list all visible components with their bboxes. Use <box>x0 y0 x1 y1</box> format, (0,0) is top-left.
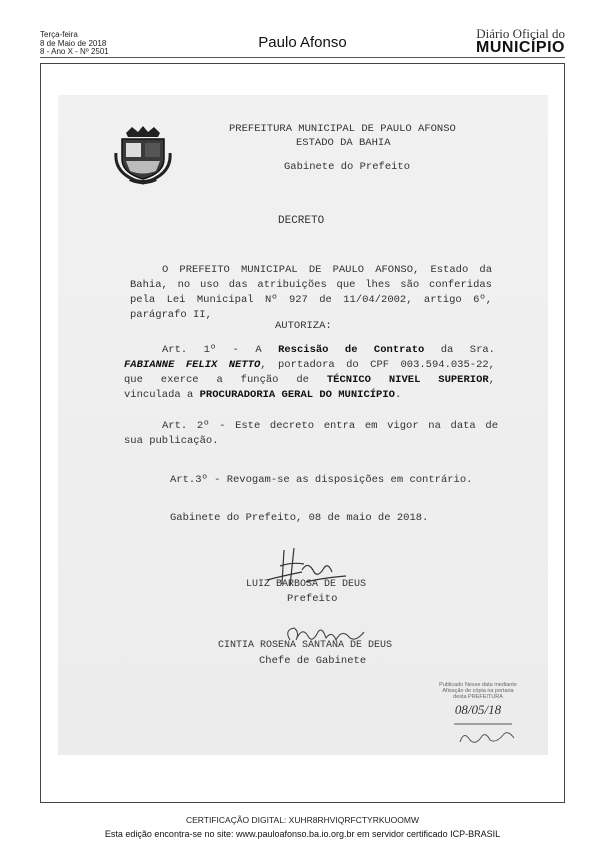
stamp-line-3: desta PREFEITURA <box>453 694 503 700</box>
stamp-signature-icon <box>450 720 520 750</box>
art1-line-3: que exerce a função de TÉCNICO NIVEL SUPERIOR, <box>124 374 495 386</box>
authorizes-label: AUTORIZA: <box>275 320 332 332</box>
art2-line-1: Art. 2º - Este decreto entra em vigor na data de <box>162 420 498 432</box>
art1-department: PROCURADORIA GERAL DO MUNICÍPIO <box>199 389 395 401</box>
art1-suffix: da Sra. <box>424 344 495 356</box>
art1-linked-prefix: vinculada a <box>124 389 200 401</box>
decree-title: DECRETO <box>278 215 325 227</box>
art1-rescission: Rescisão de Contrato <box>278 344 425 356</box>
art3-text: Art.3º - Revogam-se as disposições em contrário. <box>170 474 473 486</box>
municipal-crest-icon <box>112 123 174 185</box>
letterhead-line3: Gabinete do Prefeito <box>284 161 411 173</box>
art1-cpf: , portadora do CPF 003.594.035-22, <box>260 359 495 371</box>
brand-top-text: Diário Oficial do <box>476 26 565 41</box>
site-notice: Esta edição encontra-se no site: www.pauloafonso.ba.io.org.br em servidor certificado ICP-BRASIL <box>104 829 501 839</box>
certification-code: CERTIFICAÇÃO DIGITAL: XUHR8RHVIQRFCTYRKUOOMW <box>186 815 419 825</box>
letterhead-line1: PREFEITURA MUNICIPAL DE PAULO AFONSO <box>229 123 456 135</box>
edition-day: Terça-feira <box>40 30 78 39</box>
chief-role: Chefe de Gabinete <box>259 655 367 667</box>
art1-line-4: vinculada a PROCURADORIA GERAL DO MUNICÍPIO. <box>124 389 402 401</box>
intro-line-2: Bahia, no uso das atribuições que lhes são conferidas <box>130 279 492 291</box>
closing-text: Gabinete do Prefeito, 08 de maio de 2018. <box>170 512 429 524</box>
letterhead-line2: ESTADO DA BAHIA <box>296 137 391 149</box>
art1-prefix: Art. 1º - A <box>162 344 279 356</box>
art2-line-2: sua publicação. <box>124 435 219 447</box>
intro-line-4: parágrafo II, <box>130 309 212 321</box>
art1-line-2 <box>124 359 495 371</box>
header-divider <box>40 57 565 58</box>
publication-stamp <box>428 682 528 718</box>
brand-bottom-text: MUNICÍPIO <box>476 39 565 56</box>
art1-line-1 <box>162 344 495 356</box>
edition-date: 8 de Maio de 2018 <box>40 38 107 48</box>
intro-line-3: pela Lei Municipal Nº 927 de 11/04/2002, artigo 6º, <box>130 294 492 306</box>
art1-function-prefix: que exerce a função de <box>124 374 327 386</box>
mayor-name: LUIZ BARBOSA DE DEUS <box>246 579 367 590</box>
intro-line-1: O PREFEITO MUNICIPAL DE PAULO AFONSO, Estado da <box>162 264 492 276</box>
stamp-date: 08/05/18 <box>454 702 502 717</box>
diario-oficial-logo <box>476 27 565 56</box>
chief-name: CINTIA ROSENA SANTANA DE DEUS <box>218 640 393 651</box>
mayor-role: Prefeito <box>287 593 338 605</box>
stamp-line-1: Publicado Nesse data mediante <box>439 682 517 688</box>
edition-number: 8 - Ano X - Nº 2501 <box>40 47 109 56</box>
art1-function: TÉCNICO NIVEL SUPERIOR <box>326 374 489 386</box>
art1-person-name: FABIANNE FELIX NETTO <box>124 359 261 371</box>
stamp-line-2: Afixação de cópia na portaria <box>442 688 514 694</box>
page-title: Paulo Afonso <box>258 34 347 51</box>
